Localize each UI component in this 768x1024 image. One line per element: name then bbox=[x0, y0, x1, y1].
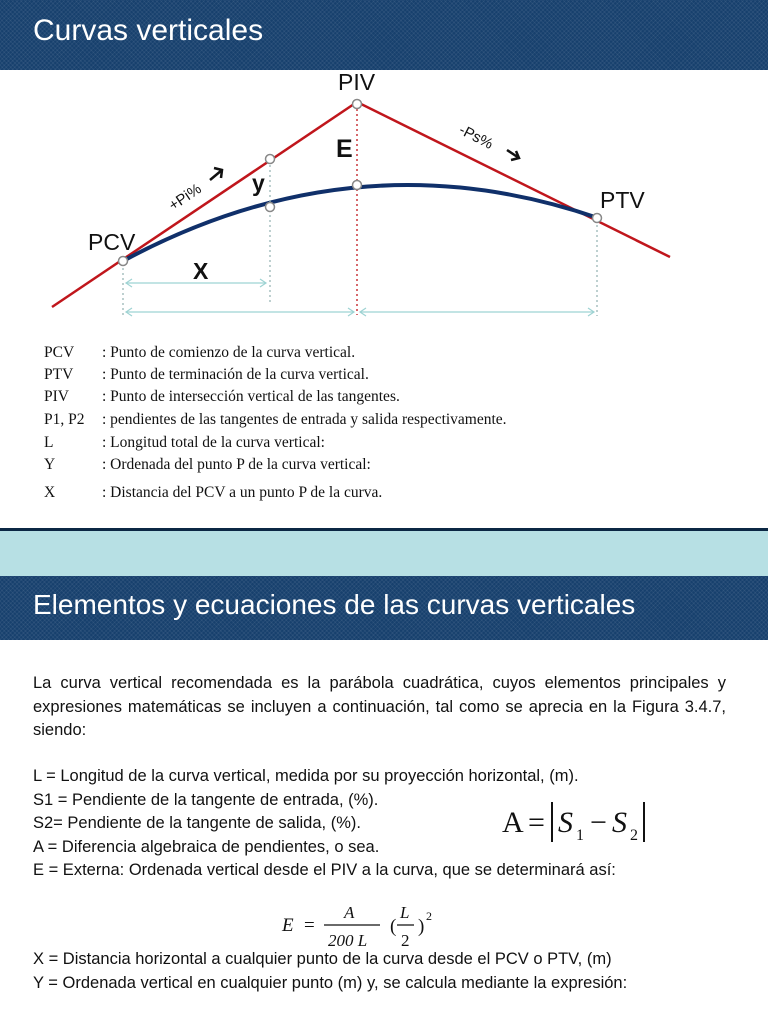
formula-e-denominator: 200 L bbox=[328, 931, 368, 950]
point-curve-y bbox=[266, 203, 275, 212]
definitions-list-2 bbox=[33, 948, 726, 995]
label-exit-slope: -Ps% bbox=[456, 121, 496, 153]
formula-a-s1: S bbox=[558, 806, 573, 839]
legend-def: : pendientes de las tangentes de entrada y salida respectivamente. bbox=[102, 411, 507, 428]
formula-a bbox=[502, 798, 662, 846]
definition-line: L = Longitud de la curva vertical, medida por su proyección horizontal, (m). bbox=[33, 767, 579, 785]
exit-tangent-line bbox=[357, 102, 670, 257]
formula-e-lparen: ( bbox=[390, 916, 397, 937]
definition-line: S2= Pendiente de la tangente de salida, (%). bbox=[33, 814, 361, 832]
point-tangent-y bbox=[266, 155, 275, 164]
vertical-curve-diagram bbox=[0, 70, 768, 340]
legend-def: : Punto de intersección vertical de las tangentes. bbox=[102, 388, 400, 405]
definition-line: E = Externa: Ordenada vertical desde el PIV a la curva, que se determinará así: bbox=[33, 861, 616, 879]
point-pcv bbox=[119, 257, 128, 266]
label-entry-slope: +Pi% bbox=[165, 180, 205, 215]
legend-term: PTV bbox=[44, 366, 74, 383]
formula-a-lhs: A bbox=[502, 806, 524, 839]
slide-title: Curvas verticales bbox=[33, 14, 264, 47]
formula-a-minus: − bbox=[590, 806, 607, 839]
legend-term: PCV bbox=[44, 344, 75, 361]
legend-term: L bbox=[44, 434, 54, 451]
label-x: X bbox=[193, 258, 209, 284]
label-e: E bbox=[336, 135, 353, 163]
formula-a-s2-sub: 2 bbox=[630, 827, 638, 844]
section-title: Elementos y ecuaciones de las curvas verticales bbox=[33, 589, 636, 620]
label-y: y bbox=[252, 170, 265, 196]
point-ptv bbox=[593, 214, 602, 223]
title-banner bbox=[0, 0, 768, 70]
formula-e-lhs: E bbox=[282, 915, 294, 936]
formula-e bbox=[280, 898, 450, 954]
formula-a-eq: = bbox=[528, 806, 545, 839]
label-piv: PIV bbox=[338, 70, 376, 95]
formula-e-rparen: ) bbox=[418, 916, 425, 937]
legend-term: Y bbox=[44, 456, 56, 473]
formula-e-numerator: A bbox=[344, 903, 355, 922]
section-banner bbox=[0, 576, 768, 640]
legend-term: X bbox=[44, 484, 56, 501]
formula-e-inner-num: L bbox=[400, 903, 410, 922]
point-piv bbox=[353, 100, 362, 109]
arrow-exit-slope-icon bbox=[507, 150, 519, 160]
divider-band bbox=[0, 531, 768, 576]
definition-line: A = Diferencia algebraica de pendientes, o sea. bbox=[33, 837, 380, 856]
definition-line: Y = Ordenada vertical en cualquier punto (m) y, se calcula mediante la expresión: bbox=[33, 973, 628, 992]
formula-a-s1-sub: 1 bbox=[576, 827, 584, 844]
formula-e-inner-den: 2 bbox=[401, 931, 410, 950]
formula-e-eq: = bbox=[304, 915, 315, 936]
formula-a-s2: S bbox=[612, 806, 627, 839]
label-ptv: PTV bbox=[600, 187, 645, 213]
definition-line: X = Distancia horizontal a cualquier punto de la curva desde el PCV o PTV, (m) bbox=[33, 950, 612, 968]
legend-def: : Longitud total de la curva vertical: bbox=[102, 434, 325, 451]
legend-def: : Punto de comienzo de la curva vertical. bbox=[102, 344, 356, 361]
legend-term: P1, P2 bbox=[44, 411, 85, 428]
legend-def: : Ordenada del punto P de la curva vertical: bbox=[102, 456, 371, 473]
legend-term: PIV bbox=[44, 388, 69, 405]
legend-def: : Punto de terminación de la curva vertical. bbox=[102, 366, 369, 383]
label-pcv: PCV bbox=[88, 229, 136, 255]
legend-def: : Distancia del PCV a un punto P de la curva. bbox=[102, 484, 383, 501]
point-curve-e bbox=[353, 181, 362, 190]
arrow-entry-slope-icon bbox=[210, 168, 222, 180]
intro-paragraph: La curva vertical recomendada es la parábola cuadrática, cuyos elementos principales y expresiones matemáticas se incluyen a continuación, tal como se aprecia en la Figura 3.4.7, siendo: bbox=[33, 674, 726, 739]
formula-e-exponent: 2 bbox=[426, 909, 432, 923]
definition-line: S1 = Pendiente de la tangente de entrada, (%). bbox=[33, 790, 379, 809]
